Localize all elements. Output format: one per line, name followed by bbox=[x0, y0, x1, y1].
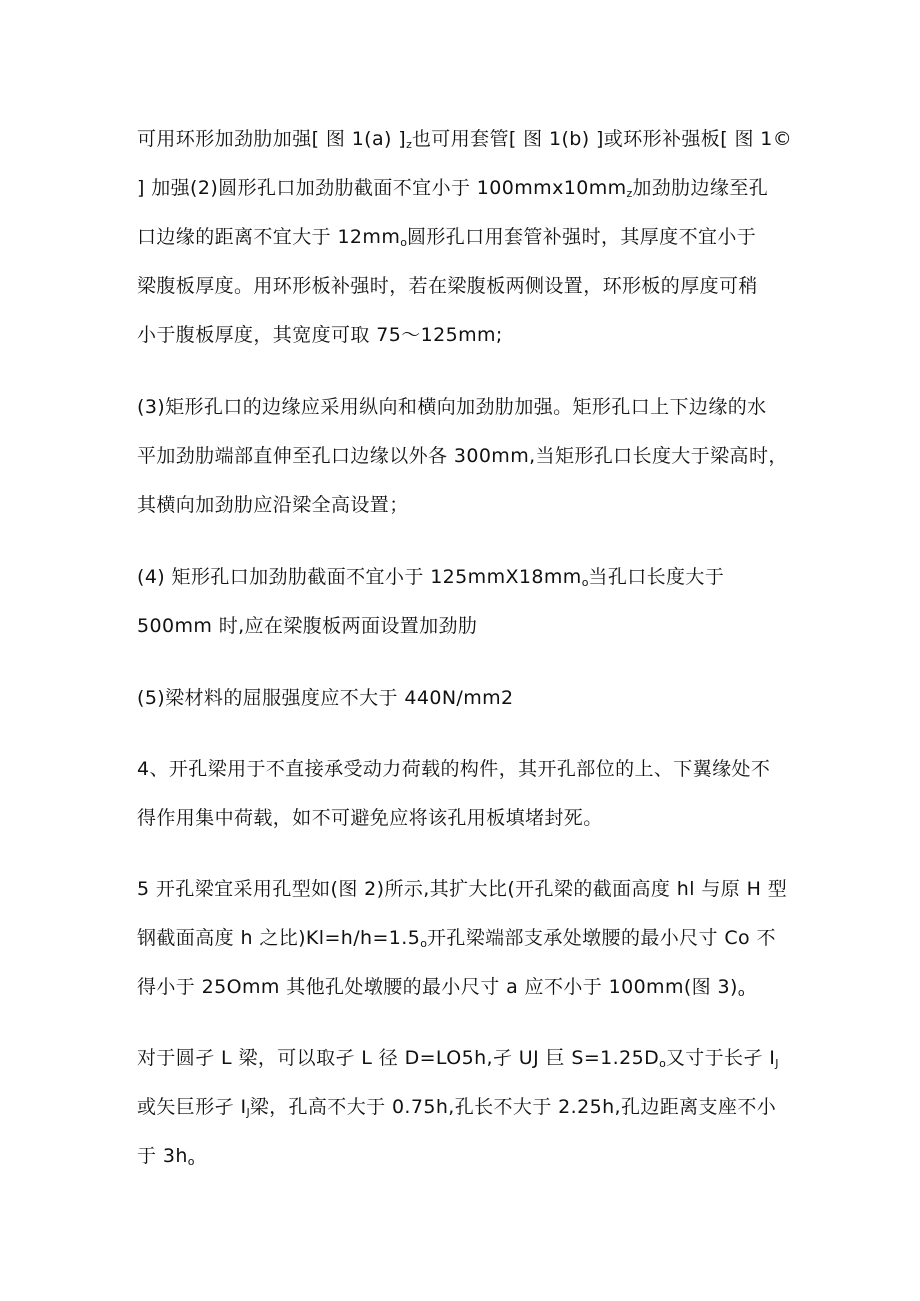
subscript-mark: z bbox=[406, 138, 412, 151]
text-run: 当孔口长度大于 bbox=[588, 566, 725, 588]
text-run: 圆形孔口用套管补强时，其厚度不宜小于 bbox=[406, 226, 757, 248]
paragraph-2-line-2: 平加劲肋端部直伸至孔口边缘以外各 300mm,当矩形孔口长度大于梁高时， bbox=[137, 445, 788, 467]
paragraph-1-line-3 bbox=[137, 225, 756, 255]
text-run: 可用环形加劲肋加强[ 图 1(a) ] bbox=[137, 128, 407, 150]
paragraph-2-line-3: 其横向加劲肋应沿梁全高设置； bbox=[137, 494, 409, 516]
text-run: 也可用套管[ 图 1(b) ]或环形补强板[ 图 1© bbox=[411, 128, 793, 150]
subscript-mark: o bbox=[581, 576, 589, 589]
subscript-mark: J bbox=[246, 1106, 250, 1119]
paragraph-6-line-3 bbox=[137, 975, 745, 1005]
paragraph-5-line-2: 得作用集中荷载，如不可避免应将该孔用板填堵封死。 bbox=[137, 807, 603, 829]
subscript-mark: o bbox=[659, 1057, 666, 1070]
subscript-mark: J bbox=[775, 1057, 779, 1070]
text-run: 开孔梁端部支承处墩腰的最小尺寸 Co 不 bbox=[426, 927, 776, 949]
paragraph-4-line-1: (5)梁材料的屈服强度应不大于 440N/mm2 bbox=[137, 687, 514, 709]
paragraph-3-line-2: 500mm 时,应在梁腹板两面设置加劲肋 bbox=[137, 615, 478, 637]
text-run: ] 加强(2)圆形孔口加劲肋截面不宜小于 100mmx10mm bbox=[137, 177, 627, 199]
paragraph-7-line-3 bbox=[137, 1144, 195, 1174]
subscript-mark: o bbox=[187, 1155, 195, 1168]
paragraph-1-line-5: 小于腹板厚度，其宽度可取 75〜125mm; bbox=[137, 324, 503, 346]
text-run: 钢截面高度 h 之比)Kl=h/h=1.5 bbox=[137, 927, 421, 949]
paragraph-7-line-2 bbox=[137, 1095, 776, 1125]
subscript-mark: z bbox=[626, 187, 633, 200]
text-run: 得小于 25Omm 其他孔处墩腰的最小尺寸 a 应不小于 100mm(图 3) bbox=[137, 976, 738, 998]
text-run: 口边缘的距离不宜大于 12mm bbox=[137, 226, 401, 248]
subscript-mark: o bbox=[420, 937, 427, 950]
paragraph-5-line-1: 4、开孔梁用于不直接承受动力荷载的构件，其开孔部位的上、下翼缘处不 bbox=[137, 758, 771, 780]
text-run: 又寸于长孑 I bbox=[665, 1047, 776, 1069]
paragraph-1-line-2 bbox=[137, 176, 768, 206]
text-run: 或矢巨形孑 I bbox=[137, 1096, 247, 1118]
paragraph-7-line-1 bbox=[137, 1046, 779, 1076]
text-run: 于 3h bbox=[137, 1145, 188, 1167]
subscript-mark: o bbox=[737, 986, 745, 999]
text-run: (4) 矩形孔口加劲肋截面不宜小于 125mmX18mm bbox=[137, 566, 582, 588]
paragraph-1-line-4: 梁腹板厚度。用环形板补强时，若在梁腹板两侧设置，环形板的厚度可稍 bbox=[137, 275, 758, 297]
paragraph-3-line-1 bbox=[137, 565, 724, 595]
paragraph-6-line-1: 5 开孔梁宜采用孔型如(图 2)所示,其扩大比(开孔梁的截面高度 hl 与原 H 型 bbox=[137, 878, 788, 900]
subscript-mark: o bbox=[400, 236, 407, 249]
paragraph-2-line-1: (3)矩形孔口的边缘应采用纵向和横向加劲肋加强。矩形孔口上下边缘的水 bbox=[137, 396, 767, 418]
paragraph-6-line-2 bbox=[137, 926, 776, 956]
text-run: 加劲肋边缘至孔 bbox=[632, 177, 769, 199]
paragraph-1-line-1 bbox=[137, 127, 792, 157]
text-run: 对于圆孑 L 梁，可以取孑 L 径 D=LO5h,孑 UJ 巨 S=1.25D bbox=[137, 1047, 660, 1069]
text-run: 梁，孔高不大于 0.75h,孔长不大于 2.25h,孔边距离支座不小 bbox=[249, 1096, 777, 1118]
